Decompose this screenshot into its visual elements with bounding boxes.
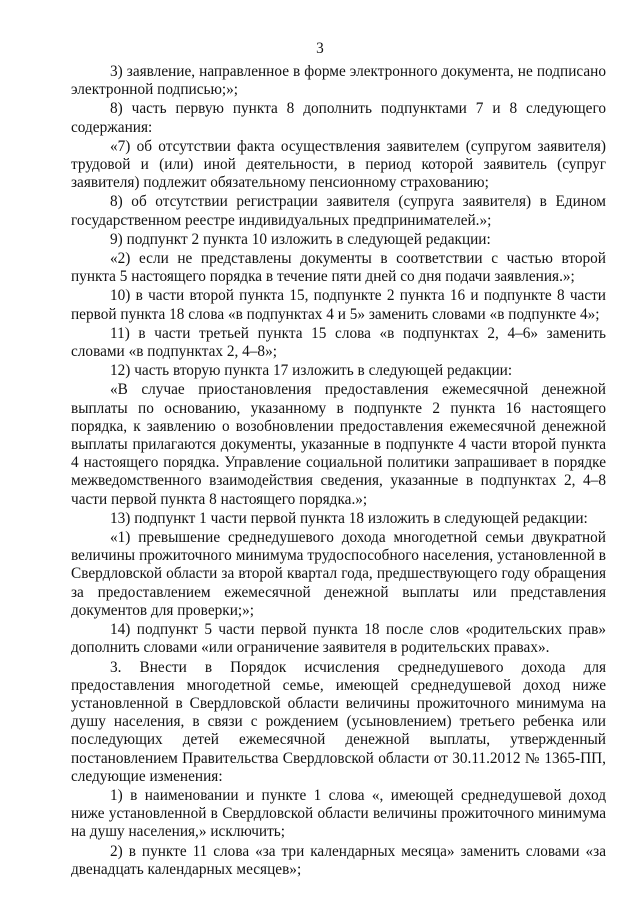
paragraph: «2) если не представлены документы в соответствии с частью второй пункта 5 настоящего порядка в течение пяти дней со дня подачи заявления.»; xyxy=(71,250,606,286)
paragraph: «В случае приостановления предоставления ежемесячной денежной выплаты по основанию, указанному в подпункте 2 пункта 16 настоящего порядка, к заявлению о возобновлении предоставления ежемесячной денежной выплаты прилагаются документы, указанные в подпункте 4 части второй пункта 4 настоящего порядка. Управление социальной политики запрашивает в порядке межведомственного взаимодействия сведения, указанные в подпунктах 2, 4–8 части первой пункта 8 настоящего порядка.»; xyxy=(71,381,606,508)
paragraph: 8) часть первую пункта 8 дополнить подпунктами 7 и 8 следующего содержания: xyxy=(71,100,606,136)
paragraph: 8) об отсутствии регистрации заявителя (супруга заявителя) в Едином государственном реестре индивидуальных предпринимателей.»; xyxy=(71,193,606,229)
paragraph: 3) заявление, направленное в форме электронного документа, не подписано электронной подписью;»; xyxy=(71,63,606,99)
paragraph: 12) часть вторую пункта 17 изложить в следующей редакции: xyxy=(110,362,513,380)
paragraph: 9) подпункт 2 пункта 10 изложить в следующей редакции: xyxy=(110,230,491,248)
paragraph: 11) в части третьей пункта 15 слова «в подпунктах 2, 4–6» заменить словами «в подпунктах 2, 4–8»; xyxy=(71,324,606,361)
document-body xyxy=(71,63,606,879)
paragraph: 14) подпункт 5 части первой пункта 18 после слов «родительских прав» дополнить словами «или ограничение заявителя в родительских правах». xyxy=(71,621,606,657)
page-number: 3 xyxy=(316,40,324,57)
paragraph: «1) превышение среднедушевого дохода многодетной семьи двукратной величины прожиточного минимума трудоспособного населения, установленной в Свердловской области за второй квартал года, предшествующего году обращения за предоставлением ежемесячной денежной выплаты или представления документов для проверки;»; xyxy=(71,529,606,619)
paragraph: 3. Внести в Порядок исчисления среднедушевого дохода для предоставления многодетной семье, имеющей среднедушевой доход ниже установленной в Свердловской области величины прожиточного минимума на душу населения, в связи с рождением (усыновлением) третьего ребенка или последующих детей ежемесячной денежной выплаты, утвержденный постановлением Правительства Свердловской области от 30.11.2012 № 1365-ПП, следующие изменения: xyxy=(71,658,606,785)
paragraph: 10) в части второй пункта 15, подпункте 2 пункта 16 и подпункте 8 части первой пункта 18 слова «в подпунктах 4 и 5» заменить словами «в подпункте 4»; xyxy=(71,287,606,323)
paragraph: «7) об отсутствии факта осуществления заявителем (супругом заявителя) трудовой и (или) иной деятельности, в период которой заявитель (супруг заявителя) подлежит обязательному пенсионному страхованию; xyxy=(71,137,606,192)
paragraph: 2) в пункте 11 слова «за три календарных месяца» заменить словами «за двенадцать календарных месяцев»; xyxy=(71,842,606,878)
paragraph: 13) подпункт 1 части первой пункта 18 изложить в следующей редакции: xyxy=(110,509,588,527)
paragraph: 1) в наименовании и пункте 1 слова «, имеющей среднедушевой доход ниже установленной в Свердловской области величины прожиточного минимума на душу населения,» исключить; xyxy=(71,786,606,841)
